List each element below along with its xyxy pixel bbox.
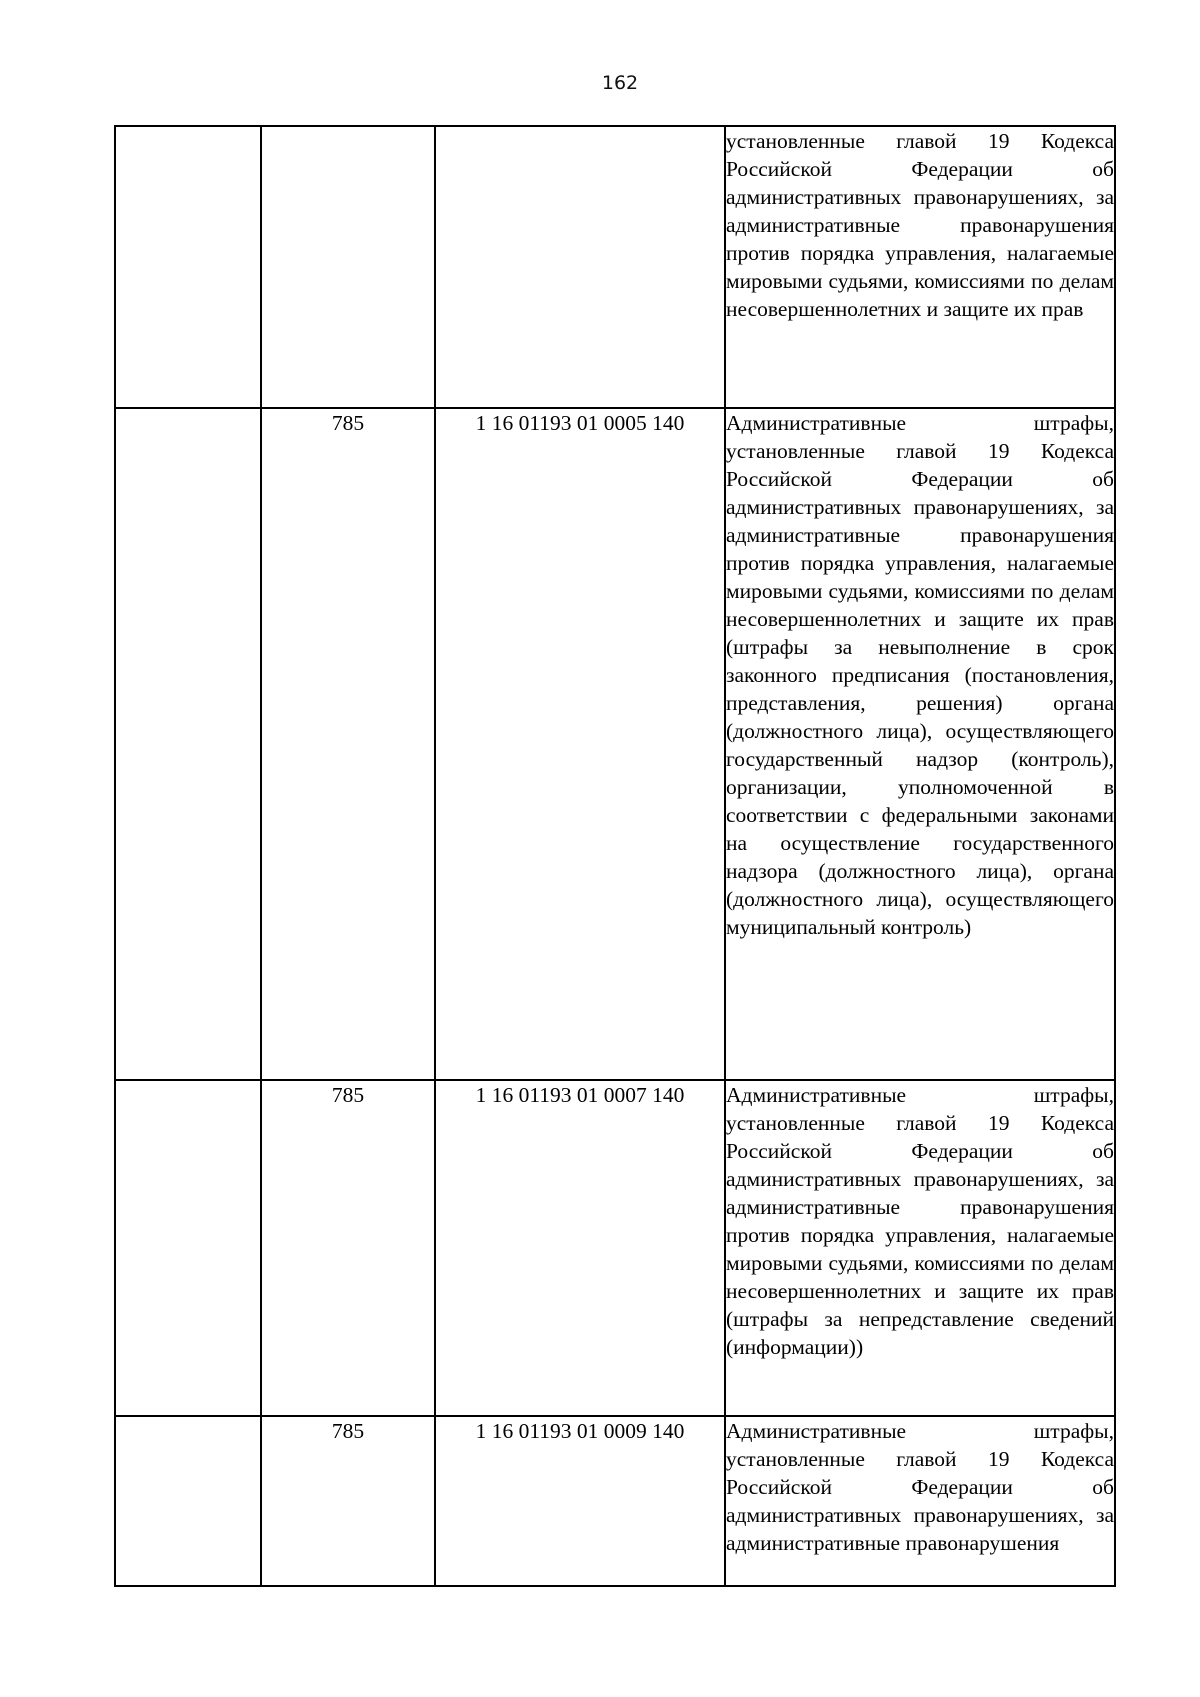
description-cell [725, 408, 1115, 1080]
table-row [115, 408, 1115, 1080]
description-text: установленные главой 19 Кодекса Российской Федерации об административных правонарушениях, за административные правонарушения против порядка управления, налагаемые мировыми судьями, комиссиями по делам несовершеннолетних и защите их прав [726, 129, 1114, 321]
description-cell [725, 1416, 1115, 1586]
description-text: Административные штрафы, установленные главой 19 Кодекса Российской Федерации об административных правонарушениях, за административные правонарушения против порядка управления, налагаемые мировыми судьями, комиссиями по делам несовершеннолетних и защите их прав (штрафы за невыполнение в срок законного предписания (постановления, представления, решения) органа (должностного лица), осуществляющего государственный надзор (контроль), организации, уполномоченной в соответствии с федеральными законами на осуществление государственного надзора (должностного лица), органа (должностного лица), осуществляющего муниципальный контроль) [726, 411, 1114, 939]
income-code-cell [435, 126, 725, 408]
income-code-cell: 1 16 01193 01 0007 140 [435, 1080, 725, 1416]
empty-cell [115, 126, 261, 408]
empty-cell [115, 1080, 261, 1416]
table-row [115, 1080, 1115, 1416]
empty-cell [115, 408, 261, 1080]
table-row [115, 1416, 1115, 1586]
description-text: Административные штрафы, установленные главой 19 Кодекса Российской Федерации об административных правонарушениях, за административные правонарушения против порядка управления, налагаемые мировыми судьями, комиссиями по делам несовершеннолетних и защите их прав (штрафы за непредставление сведений (информации)) [726, 1083, 1114, 1359]
description-cell [725, 126, 1115, 408]
admin-code-cell: 785 [261, 408, 435, 1080]
admin-code-cell: 785 [261, 1416, 435, 1586]
description-text: Административные штрафы, установленные главой 19 Кодекса Российской Федерации об административных правонарушениях, за административные правонарушения [726, 1419, 1114, 1555]
admin-code-cell [261, 126, 435, 408]
table-row [115, 126, 1115, 408]
income-code-cell: 1 16 01193 01 0005 140 [435, 408, 725, 1080]
empty-cell [115, 1416, 261, 1586]
description-cell [725, 1080, 1115, 1416]
income-code-cell: 1 16 01193 01 0009 140 [435, 1416, 725, 1586]
budget-codes-table [114, 125, 1116, 1587]
admin-code-cell: 785 [261, 1080, 435, 1416]
page-number: 162 [601, 72, 639, 94]
